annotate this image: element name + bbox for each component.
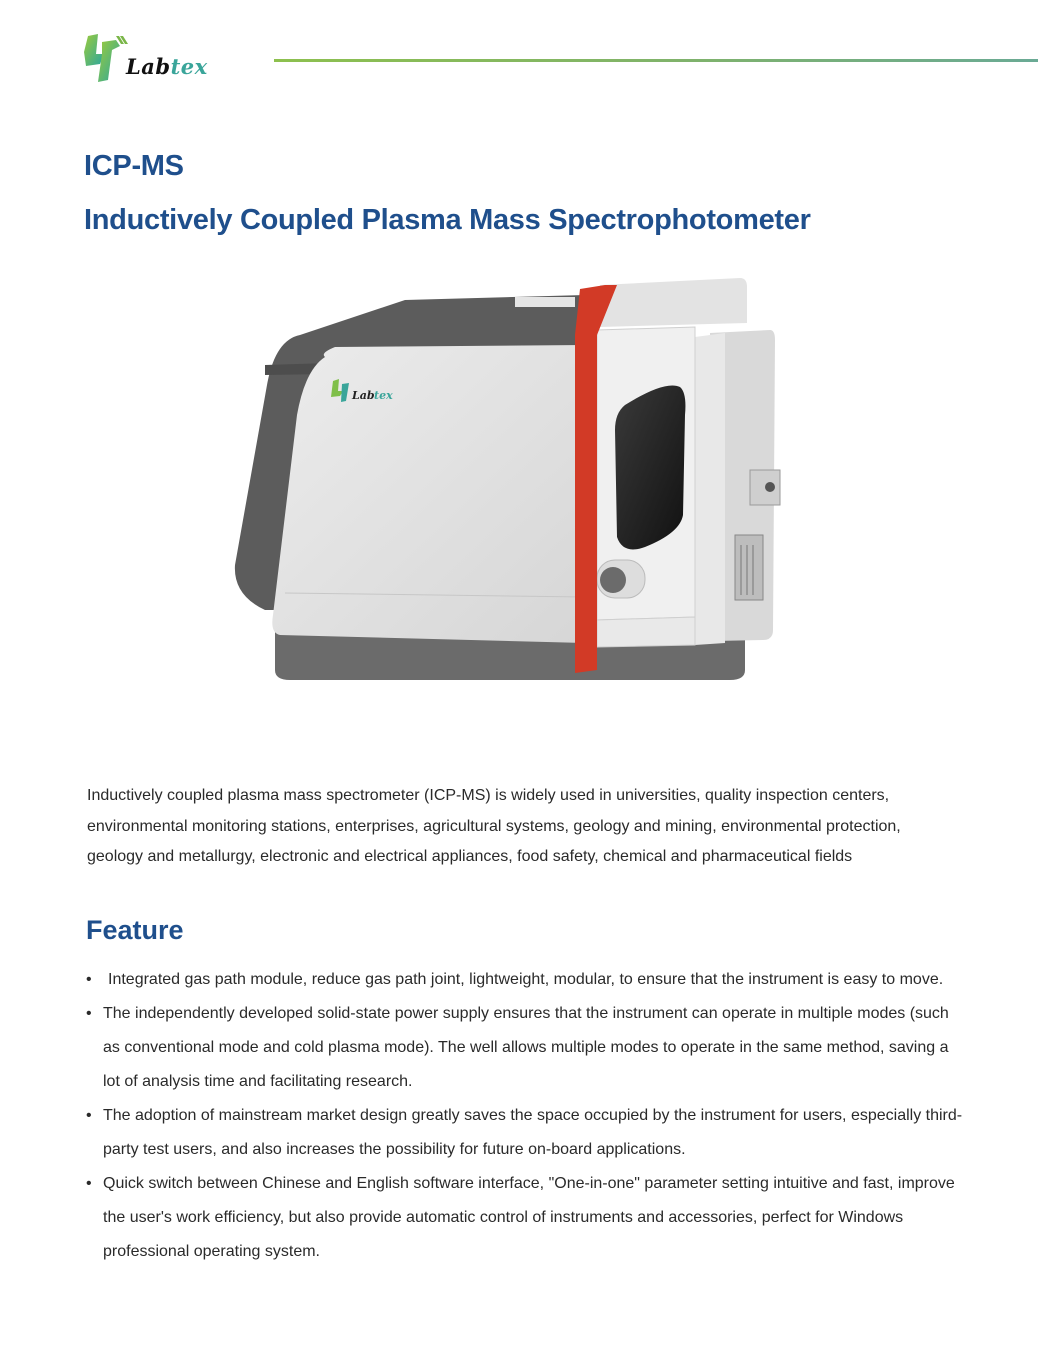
svg-text:tex: tex bbox=[374, 389, 393, 402]
bullet-icon: • bbox=[86, 971, 92, 988]
logo-wordmark bbox=[126, 54, 208, 80]
intro-paragraph: Inductively coupled plasma mass spectrometer (ICP-MS) is widely used in universities, quality inspection centers, environmental monitoring stations, enterprises, agricultural systems, geology and mining, environmental protection, geology and metallurgy, electronic and electrical appliances, food safety, chemical and pharmaceutical fields bbox=[87, 787, 901, 866]
bullet-icon: • bbox=[86, 1175, 92, 1192]
feature-text: Quick switch between Chinese and English software interface, "One-in-one" parameter setting intuitive and fast, improve the user's work efficiency, but also provide automatic control of instruments and accessories, perfect for Windows professional operating system. bbox=[103, 1175, 955, 1260]
feature-item bbox=[86, 1099, 966, 1167]
page-header bbox=[0, 0, 1038, 100]
logo-text-lab: Lab bbox=[126, 54, 171, 79]
logo-text-tex: tex bbox=[170, 54, 208, 79]
labtex-logo-icon bbox=[82, 32, 132, 88]
feature-text: The independently developed solid-state power supply ensures that the instrument can operate in multiple modes (such as conventional mode and cold plasma mode). The well allows multiple modes to operate in the same method, saving a lot of analysis time and facilitating research. bbox=[103, 1005, 949, 1090]
feature-text: The adoption of mainstream market design greatly saves the space occupied by the instrument for users, especially third-party test users, and also increases the possibility for future on-board applications. bbox=[103, 1107, 963, 1158]
feature-item bbox=[86, 1167, 966, 1269]
feature-item bbox=[86, 963, 966, 997]
feature-item bbox=[86, 997, 966, 1099]
feature-heading: Feature bbox=[86, 915, 184, 945]
title-block bbox=[84, 146, 811, 240]
svg-text:Lab: Lab bbox=[352, 389, 375, 402]
header-divider bbox=[274, 59, 1038, 62]
bullet-icon: • bbox=[86, 1005, 92, 1022]
feature-list bbox=[86, 963, 966, 1269]
page-title: ICP-MS bbox=[84, 150, 184, 182]
labtex-logo bbox=[82, 32, 232, 88]
product-image bbox=[225, 275, 795, 705]
bullet-icon: • bbox=[86, 1107, 92, 1124]
feature-text: Integrated gas path module, reduce gas path joint, lightweight, modular, to ensure that the instrument is easy to move. bbox=[108, 971, 944, 988]
page-subtitle: Inductively Coupled Plasma Mass Spectrophotometer bbox=[84, 204, 811, 236]
